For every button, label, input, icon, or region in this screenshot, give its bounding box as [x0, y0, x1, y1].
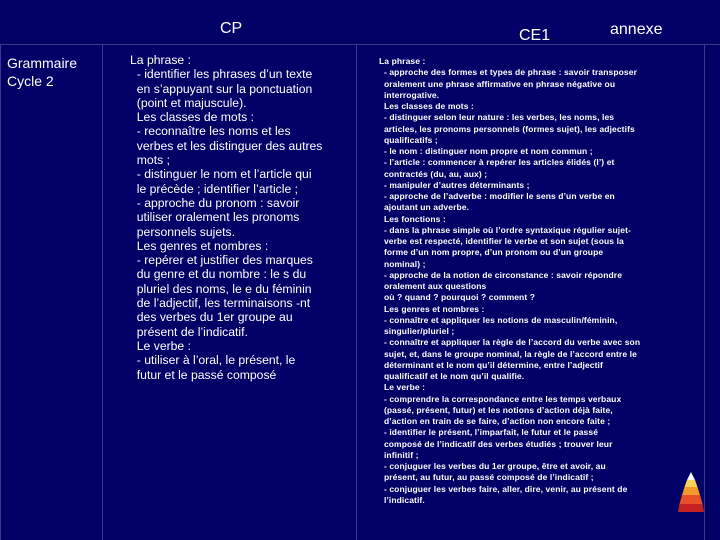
cp-content: La phrase : - identifier les phrases d’un texte en s’appuyant sur la ponctuation (point et majuscule). Les classes de mots : - reconnaître les noms et les verbes et les distinguer des autres mots ; - distinguer le nom et l’article qui le précède ; identifier l’article ; - approche du pronom : savoir utiliser oralement les pronoms personnels sujets. Les genres et nombres : - repérer et justifier des marques du genre et du nombre : le s du pluriel des noms, le e du féminin de l’adjectif, les terminaisons -nt des verbes du 1er groupe au présent de l’indicatif. Le verbe : - utiliser à l’oral, le présent, le futur et le passé composé: [130, 53, 323, 382]
table-right-border: [704, 44, 705, 540]
row-label-grammaire: Grammaire Cycle 2: [7, 55, 78, 89]
table-top-border: [0, 44, 720, 45]
header-ce1: CE1: [519, 27, 551, 44]
header-annexe: annexe: [610, 21, 663, 38]
pyramid-icon[interactable]: [678, 472, 704, 514]
table-left-border: [0, 44, 1, 540]
curriculum-table: [0, 44, 720, 540]
column-divider-2: [356, 44, 357, 540]
header-cp: CP: [220, 20, 243, 37]
column-divider-1: [102, 44, 103, 540]
ce1-content: La phrase : - approche des formes et types de phrase : savoir transposer oralement une phrase affirmative en phrase négative ou interrogative. Les classes de mots : - distinguer selon leur nature : les verbes, les noms, les articles, les pronoms personnels (formes sujet), les adjectifs qualificatifs ; - le nom : distinguer nom propre et nom commun ; - l’article : commencer à repérer les articles élidés (l’) et contractés (du, au, aux) ; - manipuler d’autres déterminants ; - approche de l’adverbe : modifier le sens d’un verbe en ajoutant un adverbe. Les fonctions : - dans la phrase simple où l’ordre syntaxique régulier sujet- verbe est respecté, identifier le verbe et son sujet (sous la forme d’un nom propre, d’un pronom ou d’un groupe nominal) ; - approche de la notion de circonstance : savoir répondre oralement aux questions où ? quand ? pourquoi ? comment ? Les genres et nombres : - connaître et appliquer les notions de masculin/féminin, singulier/pluriel ; - connaître et appliquer la règle de l’accord du verbe avec son sujet, et, dans le groupe nominal, la règle de l’accord entre le déterminant et le nom qu’il détermine, entre l’adjectif qualificatif et le nom qu’il qualifie. Le verbe : - comprendre la correspondance entre les temps verbaux (passé, présent, futur) et les notions d’action déjà faite, d’action en train de se faire, d’action non encore faite ; - identifier le présent, l’imparfait, le futur et le passé composé de l’indicatif des verbes étudiés ; trouver leur infinitif ; - conjuguer les verbes du 1er groupe, être et avoir, au présent, au futur, au passé composé de l’indicatif ; - conjuguer les verbes faire, aller, dire, venir, au présent de l’indicatif.: [379, 56, 641, 505]
